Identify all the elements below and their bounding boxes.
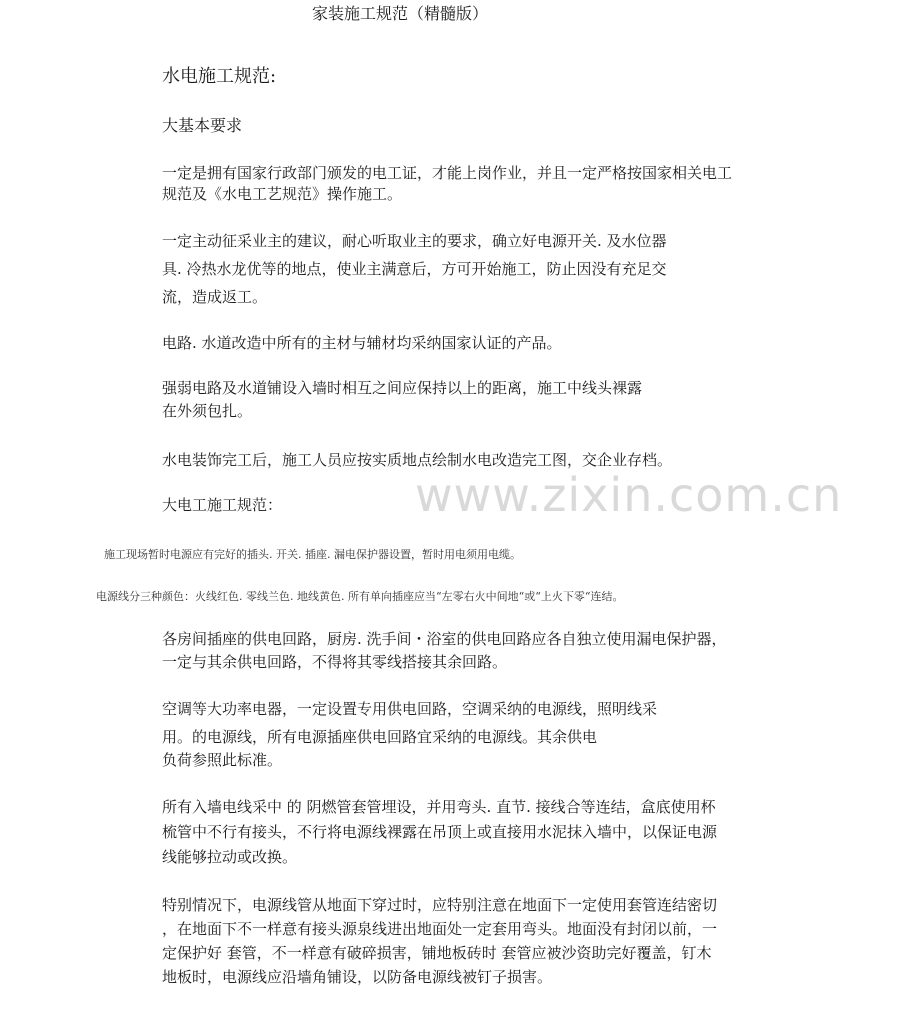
- body-line: 一定与其余供电回路，不得将其零线搭接其余回路。: [162, 653, 508, 671]
- body-line: 在外须包扎。: [162, 402, 253, 420]
- body-line: 一定主动征采业主的建议，耐心听取业主的要求，确立好电源开关. 及水位器: [162, 232, 667, 250]
- section-heading: 水电施工规范:: [162, 66, 277, 87]
- body-line: 一定是拥有国家行政部门颁发的电工证，才能上岗作业，并且一定严格按国家相关电工: [162, 164, 733, 182]
- body-line: 线能够拉动或改换。: [162, 848, 298, 866]
- body-line: 水电装饰完工后，施工人员应按实质地点绘制水电改造完工图，交企业存档。: [162, 451, 673, 469]
- body-line: 特别情况下，电源线管从地面下穿过时，应特别注意在地面下一定使用套管连结密切: [162, 896, 718, 914]
- body-line: 所有入墙电线采中 的 阴燃管套管埋设，并用弯头. 直节. 接线合等连结，盒底使用杯: [162, 798, 716, 816]
- body-line: 流，造成返工。: [162, 288, 268, 306]
- body-line: 具. 冷热水龙优等的地点，使业主满意后，方可开始施工，防止因没有充足交: [162, 260, 667, 278]
- body-line: 地板时，电源线应沿墙角铺设，以防备电源线被钉子损害。: [162, 968, 553, 986]
- body-line: 定保护好 套管，不一样意有破碎损害，铺地板砖时 套管应被沙资助完好覆盖，钉木: [162, 944, 712, 962]
- body-line: 空调等大功率电器，一定设置专用供电回路，空调采纳的电源线，照明线采: [162, 700, 658, 718]
- watermark: www.zixin.com.cn: [415, 468, 843, 522]
- document-title: 家装施工规范（精髓版）: [312, 4, 489, 23]
- body-line: 电路. 水道改造中所有的主材与辅材均采纳国家认证的产品。: [162, 334, 562, 352]
- body-line-small: 电源线分三种颜色：火线红色. 零线兰色. 地线黄色. 所有单向插座应当“左零右火中间地“或“上火下零“连结。: [96, 590, 624, 603]
- body-line: 梳管中不行有接头，不行将电源线裸露在吊顶上或直接用水泥抹入墙中，以保证电源: [162, 823, 718, 841]
- body-line: 规范及《水电工艺规范》操作施工。: [162, 185, 403, 203]
- body-line: 各房间插座的供电回路，厨房. 洗手间・浴室的供电回路应各自独立使用漏电保护器，: [162, 630, 727, 648]
- section-heading-electrical: 大电工施工规范：: [162, 496, 283, 514]
- section-subheading: 大基本要求: [162, 116, 243, 135]
- body-line: 负荷参照此标准。: [162, 751, 283, 769]
- body-line: 用。的电源线，所有电源插座供电回路宜采纳的电源线。其余供电: [162, 728, 598, 746]
- body-line: ，在地面下不一样意有接头源泉线进出地面处一定套用弯头。地面没有封闭以前，一: [162, 920, 718, 938]
- body-line-small: 施工现场暂时电源应有完好的插头. 开关. 插座. 漏电保护器设置，暂时用电须用电缆。: [104, 548, 521, 561]
- body-line: 强弱电路及水道铺设入墙时相互之间应保持以上的距离，施工中线头裸露: [162, 379, 643, 397]
